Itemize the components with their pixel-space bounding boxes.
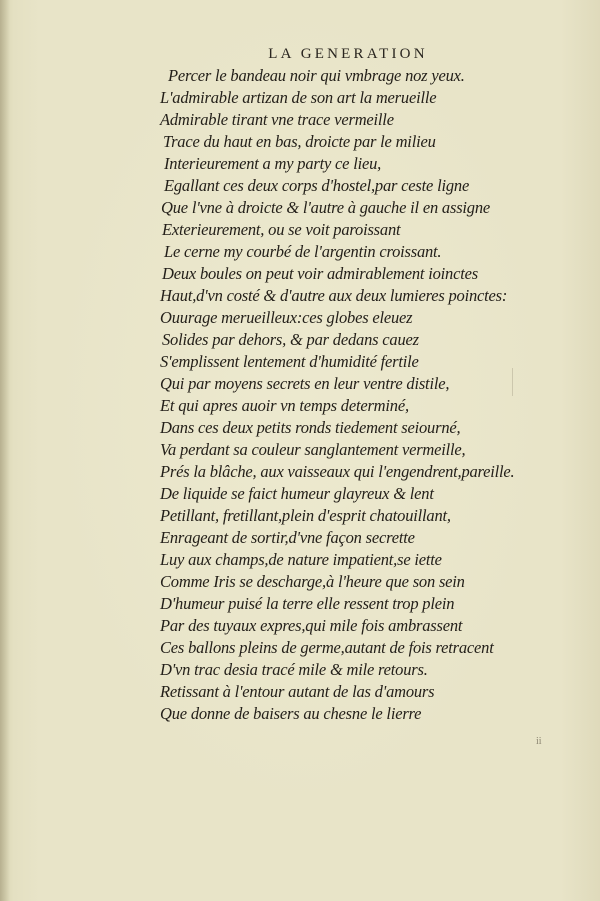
verse-line: L'admirable artizan de son art la merueille	[160, 88, 437, 107]
verse-line: Ces ballons pleins de germe,autant de fois retracent	[160, 638, 494, 657]
verse-line: Luy aux champs,de nature impatient,se iette	[160, 550, 442, 569]
verse-line: D'humeur puisé la terre elle ressent trop plein	[160, 594, 455, 613]
verse-line: Trace du haut en bas, droicte par le milieu	[163, 132, 436, 151]
verse-line: Par des tuyaux expres,qui mile fois ambrassent	[160, 616, 463, 635]
verse-line: Que l'vne à droicte & l'autre à gauche il en assigne	[161, 198, 491, 217]
verse-line: D'vn trac desia tracé mile & mile retours.	[160, 660, 428, 679]
verse-line: Que donne de baisers au chesne le lierre	[160, 704, 422, 723]
verse-line: Petillant, fretillant,plein d'esprit chatouillant,	[160, 506, 451, 525]
margin-mark: ii	[536, 736, 542, 747]
verse-line: Haut,d'vn costé & d'autre aux deux lumieres poinctes:	[160, 286, 508, 305]
verse-line: Enrageant de sortir,d'vne façon secrette	[160, 528, 415, 547]
verse-line: Retissant à l'entour autant de las d'amours	[160, 682, 435, 701]
verse-line: Dans ces deux petits ronds tiedement seiourné,	[160, 418, 461, 437]
verse-line: Prés la blâche, aux vaisseaux qui l'engendrent,pareille.	[160, 462, 515, 481]
gutter-shadow	[0, 0, 10, 901]
paper-blemish	[512, 368, 513, 396]
verse-line: Et qui apres auoir vn temps determiné,	[160, 396, 409, 415]
verse-line: Exterieurement, ou se voit paroissant	[162, 220, 401, 239]
verse-line: Va perdant sa couleur sanglantement vermeille,	[160, 440, 466, 459]
verse-line: Percer le bandeau noir qui vmbrage noz yeux.	[168, 66, 465, 85]
verse-line: Admirable tirant vne trace vermeille	[160, 110, 394, 129]
verse-line: Deux boules on peut voir admirablement ioinctes	[162, 264, 478, 283]
verse-line: Ouurage merueilleux:ces globes eleuez	[160, 308, 413, 327]
verse-line: S'emplissent lentement d'humidité fertile	[160, 352, 419, 371]
verse-line: Egallant ces deux corps d'hostel,par ceste ligne	[164, 176, 470, 195]
verse-line: Interieurement a my party ce lieu,	[164, 154, 382, 173]
verse-line: De liquide se faict humeur glayreux & lent	[160, 484, 434, 503]
verse-line: Qui par moyens secrets en leur ventre distile,	[160, 374, 450, 393]
verse-line: Le cerne my courbé de l'argentin croissant.	[164, 242, 442, 261]
running-head: LA GENERATION	[268, 46, 428, 62]
verse-line: Comme Iris se descharge,à l'heure que son sein	[160, 572, 465, 591]
verse-line: Solides par dehors, & par dedans cauez	[162, 330, 419, 349]
